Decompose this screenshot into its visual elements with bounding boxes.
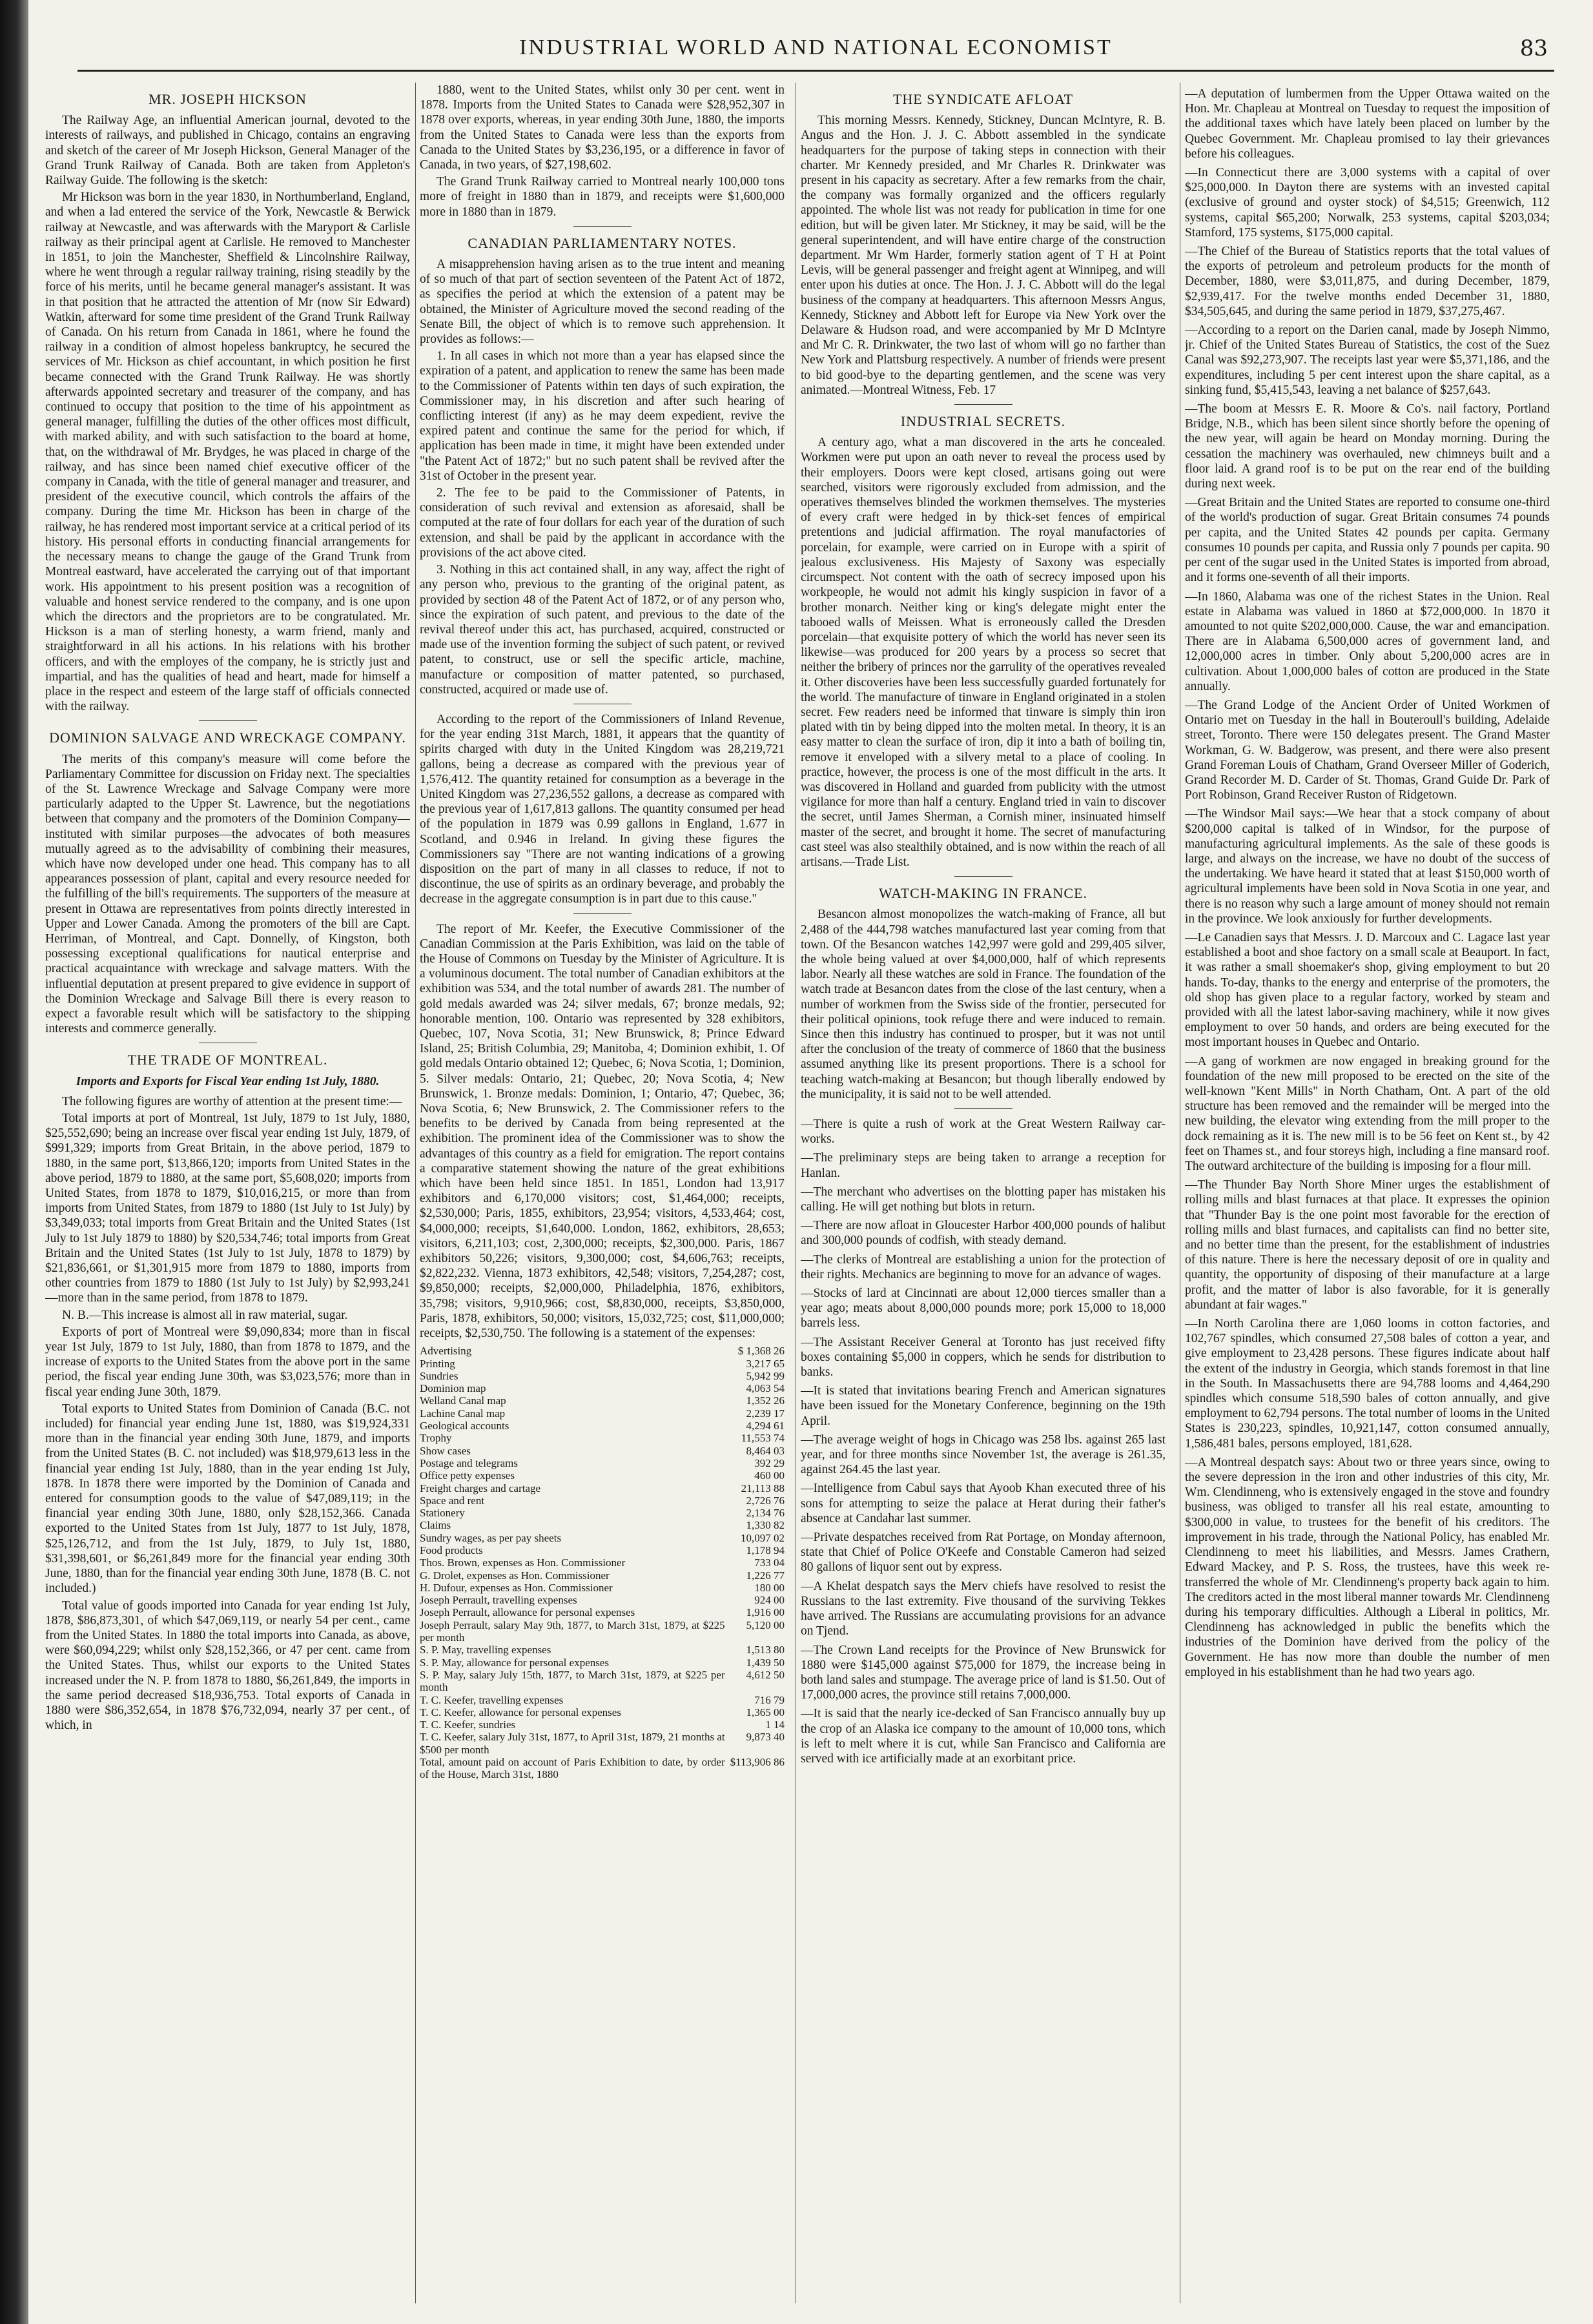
news-item: —A Khelat despatch says the Merv chiefs have resolved to resist the Russians to the last extremity. Five thousand of the surviving Tekkes have arrived. The Russians are accumulating provisions for an advance on Tjend. bbox=[801, 1579, 1166, 1638]
header-rule bbox=[77, 70, 1554, 72]
expense-row bbox=[420, 1619, 785, 1644]
news-list bbox=[801, 1117, 1166, 1766]
news-item: —The Windsor Mail says:—We hear that a stock company of about $200,000 capital is talked of in Windsor, for the purpose of manufacturing agricultural implements. As the sale of these goods is large, and always on the increase, we have no doubt of the success of the undertaking. We have heard it stated that at least $150,000 worth of agricultural implements have been sold in Nova Scotia in one year, and there is no reason why such a large amount of money should not remain in the province. We look anxiously for further developments. bbox=[1185, 807, 1550, 926]
book-spine bbox=[0, 0, 28, 2324]
expense-amount: 392 29 bbox=[754, 1456, 785, 1469]
expense-row bbox=[420, 1569, 785, 1582]
column-3 bbox=[801, 83, 1166, 2303]
salvage-heading: DOMINION SALVAGE AND WRECKAGE COMPANY. bbox=[49, 729, 406, 746]
expense-amount: 733 04 bbox=[754, 1556, 785, 1569]
expense-amount: 4,294 61 bbox=[746, 1420, 785, 1432]
expense-item: S. P. May, salary July 15th, 1877, to March 31st, 1879, at $225 per month bbox=[420, 1668, 725, 1694]
trade-paragraph: Total value of goods imported into Canada for year ending 1st July, 1878, $86,873,301, of which $47,069,119, or nearly 54 per cent., came from the United States. In 1880 the total imports into Canada, as above, were $60,094,229; whilst only $28,152,366, or 47 per cent. came from the United States. Thus, whilst our exports to the United States increased under the N. P. from 1878 to 1880, $6,261,849, the imports in the same period decreased $18,936,753. Total exports of Canada in 1880 were $86,352,654, in 1878 $76,732,094, nearly 37 per cent., of which, in bbox=[45, 1598, 410, 1733]
news-item: —Stocks of lard at Cincinnati are about 12,000 tierces smaller than a year ago; meats about 8,000,000 pounds more; pork 15,000 to 18,000 barrels less. bbox=[801, 1287, 1166, 1330]
expense-row bbox=[420, 1519, 785, 1531]
expense-amount: 4,612 50 bbox=[746, 1668, 785, 1681]
expense-item: Sundry wages, as per pay sheets bbox=[420, 1531, 562, 1544]
expense-row bbox=[420, 1644, 785, 1656]
expense-amount: 180 00 bbox=[754, 1581, 785, 1594]
expense-row bbox=[420, 1432, 785, 1444]
parliament-paragraph: 1. In all cases in which not more than a year has elapsed since the expiration of a patent, and application to renew the same has been made to the Commissioner of Patents within ten days of such expiration, the Commissioner may, in his discretion and after such hearing of conflicting interest (if any) as he may deem expedient, revive the expired patent and continue the same for the period for which, if application has been made in time, it might have been extended under "the Patent Act of 1872;" but no such patent shall be revived after the 31st of October in the present year. bbox=[420, 349, 785, 483]
expense-row bbox=[420, 1606, 785, 1618]
expense-row bbox=[420, 1656, 785, 1669]
expense-row bbox=[420, 1469, 785, 1482]
expense-row bbox=[420, 1482, 785, 1494]
parliament-paragraph: A misapprehension having arisen as to the true intent and meaning of so much of that part of section seventeen of the Patent Act of 1872, as specifies the period at which the extension of a patent may be obtained, the Minister of Agriculture moved the second reading of the Senate Bill, the object of which is to remove such apprehension. It provides as follows:— bbox=[420, 258, 785, 347]
expense-row bbox=[420, 1394, 785, 1407]
column-rule bbox=[415, 83, 416, 2303]
expense-row bbox=[420, 1420, 785, 1432]
news-item: —The boom at Messrs E. R. Moore & Co's. nail factory, Portland Bridge, N.B., which has been silent since shortly before the opening of the new year, will again be heard on Monday morning. During the cessation the machinery was overhauled, new chimneys built and a floor laid. A grand roof is to be put on the rear end of the building during next week. bbox=[1185, 402, 1550, 491]
expense-amount: 21,113 88 bbox=[741, 1482, 785, 1494]
expense-amount: 4,063 54 bbox=[746, 1382, 785, 1395]
expense-amount: 2,726 76 bbox=[746, 1494, 785, 1507]
page-number: 83 bbox=[1519, 36, 1548, 61]
news-item: —Great Britain and the United States are reported to consume one-third of the world's production of sugar. Great Britain consumes 74 pounds per capita, and the United States 42 pounds per capita. Germany consumes 10 pounds per capita, and Russia only 7 pounds per capita. 90 per cent of the sugar used in the United States is imported from abroad, and it forms one-seventh of all their imports. bbox=[1185, 496, 1550, 585]
expense-amount: 5,120 00 bbox=[746, 1618, 785, 1631]
column-4 bbox=[1185, 83, 1550, 2303]
column-1 bbox=[45, 83, 410, 2303]
expense-item: Stationery bbox=[420, 1507, 465, 1520]
expense-amount: 460 00 bbox=[754, 1469, 785, 1482]
trade-paragraph: Exports of port of Montreal were $9,090,834; more than in fiscal year 1st July, 1879 to 1st July, 1880, than from 1878 to 1879, and the increase of exports to the United States from the above port in the same period, the fiscal year ending June 30th, was $3,023,576; more than in fiscal year ending June 30th, 1879. bbox=[45, 1325, 410, 1399]
trade-continued: The Grand Trunk Railway carried to Montreal nearly 100,000 tons more of freight in 1880 than in 1879, and receipts were $1,600,000 more in 1880 than in 1879. bbox=[420, 175, 785, 219]
expense-item: Lachine Canal map bbox=[420, 1407, 506, 1420]
news-item: —It is said that the nearly ice-decked of San Francisco annually buy up the crop of an Alaska ice company to the amount of 10,000 tons, which is left to melt where it is cut, while San Francisco and California are served with ice artificially made at an exorbitant price. bbox=[801, 1707, 1166, 1766]
expense-amount: 1,916 00 bbox=[746, 1606, 785, 1619]
expense-item: G. Drolet, expenses as Hon. Commissioner bbox=[420, 1569, 610, 1582]
news-item: —Intelligence from Cabul says that Ayoob Khan executed three of his sons for attempting to seize the palace at Herat during their father's absence at Candahar last summer. bbox=[801, 1482, 1166, 1525]
expense-row bbox=[420, 1582, 785, 1594]
expense-item: T. C. Keefer, sundries bbox=[420, 1718, 516, 1731]
news-item: —The Assistant Receiver General at Toronto has just received fifty boxes containing $5,000 in coppers, which he sends for distribution to banks. bbox=[801, 1335, 1166, 1380]
news-item: —The Crown Land receipts for the Province of New Brunswick for 1880 were $145,000 against $75,000 for 1879, the increase being in both land sales and stumpage. The average price of land is $1.50. Out of 17,000,000 acres, the province still retains 7,000,000. bbox=[801, 1643, 1166, 1702]
expense-amount: 1,178 94 bbox=[746, 1544, 785, 1556]
expense-row bbox=[420, 1532, 785, 1544]
hickson-paragraph: The Railway Age, an influential American journal, devoted to the interests of railways, and published in Chicago, contains an engraving and sketch of the career of Mr Joseph Hickson, General Manager of the Grand Trunk Railway of Canada. Both are taken from Appleton's Railway Guide. The following is the sketch: bbox=[45, 114, 410, 188]
parliament-paragraph: 3. Nothing in this act contained shall, in any way, affect the right of any person who, previous to the granting of the original patent, as provided by section 48 of the Patent Act of 1872, or of any person who, since the expiration of such patent, and previous to the date of the revival thereof under this act, has purchased, acquired, constructed or made use of the invention forming the subject of such patent, or revived patent, to construct, use or sell the specific article, machine, manufacture or composition of matter patented, so purchased, constructed, acquired or made use of. bbox=[420, 563, 785, 697]
news-item: —The average weight of hogs in Chicago was 258 lbs. against 265 last year, and for three months since November 1st, the average is 261.35, against 264.45 the last year. bbox=[801, 1432, 1166, 1477]
secrets-heading: INDUSTRIAL SECRETS. bbox=[900, 413, 1066, 430]
expense-item: S. P. May, travelling expenses bbox=[420, 1644, 551, 1656]
news-item: —A Montreal despatch says: About two or three years since, owing to the severe depression in the iron and other industries of this city, Mr. Wm. Clendinneng, who is extensively engaged in the stove and foundry business, was obliged to transfer all his real estate, amounting to $300,000 in value, to trustees for the benefit of his creditors. The improvement in his trade, through the National Policy, has enabled Mr. Clendinneng to meet his liabilities, and Messrs. James Crathern, Edward Mackey, and P. S. Ross, the trustees, have this week re-transferred the whole of Mr. Clendinneng's property back again to him. The creditors acted in the most liberal manner towards Mr. Clendinneng during his temporary difficulties. Although a Liberal in politics, Mr. Clendinneng has acknowledged in public the benefits which the industries of the Dominion have derived from the policy of the Government. He has now more than double the number of men employed in his establishment than he had two years ago. bbox=[1185, 1455, 1550, 1679]
syndicate-paragraph: This morning Messrs. Kennedy, Stickney, Duncan McIntyre, R. B. Angus and the Hon. J. J. C. Abbott assembled in the syndicate headquarters for the purpose of taking steps in connection with their charter. Mr Kennedy presided, and Mr Charles R. Drinkwater was present in his capacity as secretary. After a few remarks from the chair, the company was formally organized and the officers regularly appointed. The whole list was not ready for publication in time for one edition, but will be given later. Mr Stickney, it may be said, will be the general superintendent, and will have entire charge of the construction department. Mr Wm Harder, formerly station agent of T H at Point Levis, will be general passenger and freight agent at Winnipeg, and will enter upon his duties at once. The Hon. J. J. C. Abbott will do the legal business of the company at headquarters. This afternoon Messrs Angus, Kennedy, Stickney and Abbott left for Europe via New York over the Delaware & Hudson road, and were accompanied by Mr D McIntyre and Mr C. R. Drinkwater, the two last of whom will go no farther than New York and Plattsburg respectively. A number of friends were present to bid good-bye to the departing gentlemen, and the scene was very animated.—Montreal Witness, Feb. 17 bbox=[801, 114, 1166, 397]
trade-paragraph: N. B.—This increase is almost all in raw material, sugar. bbox=[62, 1308, 348, 1322]
news-item: —There is quite a rush of work at the Great Western Railway car-works. bbox=[801, 1117, 1166, 1147]
expense-row bbox=[420, 1382, 785, 1394]
news-item: —It is stated that invitations bearing French and American signatures have been issued for the Monetary Conference, beginning on the 19th April. bbox=[801, 1384, 1166, 1428]
expense-row bbox=[420, 1556, 785, 1569]
news-item: —According to a report on the Darien canal, made by Joseph Nimmo, jr. Chief of the United States Bureau of Statistics, the cost of the Suez Canal was $92,273,907. The receipts last year were $5,371,186, and the expenditures, including 5 per cent interest upon the share capital, as a sinking fund, $5,415,543, leaving a net balance of $257,643. bbox=[1185, 323, 1550, 397]
separator bbox=[573, 226, 632, 227]
expense-amount: 1 14 bbox=[765, 1718, 785, 1731]
trade-subheading: Imports and Exports for Fiscal Year ending 1st July, 1880. bbox=[76, 1074, 380, 1088]
keefer-paragraph: The report of Mr. Keefer, the Executive Commissioner of the Canadian Commission at the Paris Exhibition, was laid on the table of the House of Commons on Tuesday by the Minister of Agriculture. It is a voluminous document. The total number of Canadian exhibitors at the exhibition was 534, and the total number of awards 281. The number of gold medals awarded was 24; silver medals, 67; bronze medals, 92; honorable mention, 100. Ontario was represented by 328 exhibitors, Quebec, 107, Nova Scotia, 31; New Brunswick, 8; Prince Edward Island, 25; British Columbia, 29; Manitoba, 4; Dominion exhibit, 1. Of gold medals Ontario obtained 12; Quebec, 6; Nova Scotia, 1; Dominion, 5. Silver medals: Ontario, 21; Quebec, 20; Nova Scotia, 4; New Brunswick, 1. Bronze medals: Dominion, 1; Ontario, 47; Quebec, 36; Nova Scotia, 6; New Brunswick, 2. The Commissioner refers to the benefits to be derived by Canada from being represented at the exhibition. The prominent idea of the Commissioner was to show the advantages of this country as a field for emigration. The report contains a comparative statement showing the nature of the great exhibitions which have been held since 1851. In 1851, London had 13,917 exhibitors and 6,170,000 visitors; cost, $1,464,000; receipts, $2,530,000; Paris, 1855, exhibitors, 23,954; visitors, 4,533,464; cost, $4,000,000; receipts, $1,640,000. London, 1862, exhibitors, 28,653; visitors, 6,211,103; cost, 2,300,000; receipts, $2,300,000. Paris, 1867 exhibitors 50,226; visitors, 9,300,000; cost, $4,606,763; receipts, $2,822,232. Vienna, 1873 exhibitors, 42,548; visitors, 7,254,287; cost, $9,850,000; receipts, $2,000,000, Philadelphia, 1876, exhibitors, 35,798; visitors, 9,910,966; cost, $8,830,000, receipts, $3,850,000, Paris, 1878, exhibitors, 50,000; visitors, 15,032,725; cost, $11,000,000; receipts, $2,530,750. The following is a statement of the expenses: bbox=[420, 922, 785, 1341]
expense-row bbox=[420, 1445, 785, 1457]
expense-item: Claims bbox=[420, 1519, 451, 1532]
expense-item: Joseph Perrault, salary May 9th, 1877, to March 31st, 1879, at $225 per month bbox=[420, 1618, 725, 1644]
trade-paragraph: Total exports to United States from Dominion of Canada (B.C. not included) for financial year ending June 1st, 1880, was $19,924,331 more than in the financial year ending 30th June, 1879, and imports from the United States (B. C. not included) was $18,979,613 less in the financial year ending 1st July, 1880, than in the year ending 1st July, 1878. In 1878 there were imported by the Dominion of Canada and entered for consumption goods to the value of $47,089,119; in the financial year ending 30th June, 1880, only $28,152,366. Canada exported to the United States from 1st July, 1877 to 1st July, 1878, $25,126,712, and from the 1st July, 1879, to July 1st, 1880, $31,398,601, or $6,261,849 more for the financial year ending 30th June, 1880, than for the financial year ending 30th June, 1878 (B. C. not included.) bbox=[45, 1402, 410, 1596]
news-item: —The Grand Lodge of the Ancient Order of United Workmen of Ontario met on Tuesday in the hall in Bouteroull's building, Adelaide street, Toronto. There were 150 delegates present. The Grand Master Workman, G. W. Badgerow, was present, and there were also present Grand Foreman Louis of Chatham, Grand Overseer Miller of Goderich, Grand Recorder M. D. Carder of St. Thomas, Grand Guide Dr. Park of Port Robinson, Grand Receiver Ruston of Ridgetown. bbox=[1185, 698, 1550, 802]
hickson-heading: MR. JOSEPH HICKSON bbox=[149, 91, 307, 107]
expense-item: Space and rent bbox=[420, 1494, 485, 1507]
news-item: —In 1860, Alabama was one of the richest States in the Union. Real estate in Alabama was valued in 1860 at $72,000,000. In 1870 it amounted to not quite $202,000,000. Cause, the war and emancipation. There are in Alabama 6,500,000 acres of government land, and 12,000,000 acres in timber. Only about 5,200,000 acres are in cultivation. About 1,000,000 bales of cotton are produced in the State annually. bbox=[1185, 589, 1550, 693]
expense-row bbox=[420, 1345, 785, 1357]
expense-row bbox=[420, 1756, 785, 1781]
expense-amount: 716 79 bbox=[754, 1693, 785, 1706]
news-item: —The clerks of Montreal are establishing a union for the protection of their rights. Mechanics are beginning to move for an advance of wages. bbox=[801, 1252, 1166, 1281]
expense-item: Joseph Perrault, travelling expenses bbox=[420, 1594, 577, 1607]
expense-amount: 1,226 77 bbox=[746, 1569, 785, 1582]
expense-amount: 924 00 bbox=[754, 1594, 785, 1607]
expense-item: T. C. Keefer, salary July 31st, 1877, to April 31st, 1879, 21 months at $500 per month bbox=[420, 1731, 725, 1756]
hickson-paragraph: Mr Hickson was born in the year 1830, in Northumberland, England, and when a lad entered the service of the York, Newcastle & Berwick railway at Newcastle, and was afterwards with the Maryport & Carlisle railway as their principal agent at Carlisle. He removed to Manchester in 1851, to join the Manchester, Sheffield & Lincolnshire Railway, where he went through a regular railway training, rising steadily by the force of his merits, until he became general manager's assistant. It was in that position that he attracted the attention of Mr (now Sir Edward) Watkin, afterward for some time president of the Grand Trunk Railway of Canada. On his return from Canada in 1861, where he found the railway in a condition of almost hopeless bankruptcy, he secured the services of Mr. Hickson as chief accountant, in which position he first became connected with the Grand Trunk Railway. He was shortly afterwards appointed secretary and treasurer of the company, and has continued to occupy that position to the time of his appointment as general manager, fulfilling the duties of the other offices most difficult, with marked ability, and with such satisfaction to the board at home, that, on the withdrawal of Mr. Brydges, he was placed in charge of the railway, and has since been named chief executive officer of the company in Canada, with the title of general manager and treasurer, and president of the executive council, which controls the affairs of the company. During the time Mr. Hickson has been in charge of the railway, he has rendered most important service at a critical period of its history. His personal efforts in conducting financial arrangements for the necessary means to change the gauge of the Grand Trunk from Montreal eastward, have accelerated the carrying out of that important work. His appointment to his present position was a recognition of valuable and honest service rendered to the company, and is one upon which the directors and the proprietors are to be congratulated. Mr. Hickson is a man of sterling honesty, a warm friend, manly and straightforward in all his actions. In his relations with his brother officers, and with the employes of the company, he is strictly just and impartial, and has the qualities of head and heart, made for himself a place in the respect and esteem of the large staff of officials connected with the railway. bbox=[45, 190, 410, 714]
expense-item: Thos. Brown, expenses as Hon. Commissioner bbox=[420, 1556, 626, 1569]
expense-item: Sundries bbox=[420, 1369, 458, 1382]
expense-amount: 1,352 26 bbox=[746, 1394, 785, 1407]
expense-amount: 8,464 03 bbox=[746, 1444, 785, 1457]
expense-row bbox=[420, 1370, 785, 1382]
expense-item: Food products bbox=[420, 1544, 483, 1556]
column-2 bbox=[420, 83, 785, 2303]
expense-row bbox=[420, 1669, 785, 1694]
expense-amount: $ 1,368 26 bbox=[737, 1345, 785, 1358]
parliament-paragraph: 2. The fee to be paid to the Commissioner of Patents, in consideration of such revival and extension as aforesaid, shall be computed at the rate of four dollars for each year of the duration of such extension, and shall be paid by the applicant in accordance with the provisions of the act above cited. bbox=[420, 486, 785, 560]
separator bbox=[954, 404, 1012, 405]
expense-row bbox=[420, 1594, 785, 1606]
separator bbox=[954, 876, 1012, 877]
news-item: —A deputation of lumbermen from the Upper Ottawa waited on the Hon. Mr. Chapleau at Montreal on Tuesday to request the imposition of the additional taxes which have lately been placed on lumber by the Quebec Government. Mr. Chapleau promised to lay their grievances before his colleagues. bbox=[1185, 87, 1550, 161]
expense-amount: 2,239 17 bbox=[746, 1407, 785, 1420]
expense-item: Freight charges and cartage bbox=[420, 1482, 541, 1494]
expense-amount: 1,365 00 bbox=[746, 1706, 785, 1718]
expense-item: Printing bbox=[420, 1357, 455, 1370]
expense-amount: 5,942 99 bbox=[746, 1369, 785, 1382]
news-item: —A gang of workmen are now engaged in breaking ground for the foundation of the new mill proposed to be erected on the site of the well-known "Kent Mills" in North Chatham, Ont. A part of the old structure has been removed and the remainder will be merged into the new building, the elevator wing extending from the mill proper to the dock remaining as it is. The new mill is to be 56 feet on Kent st., by 42 feet on Thames st., and four storeys high, including a fine mansard roof. The outward architecture of the building is imposing for a flour mill. bbox=[1185, 1054, 1550, 1174]
news-item: —Le Canadien says that Messrs. J. D. Marcoux and C. Lagace last year established a boot and shoe factory on a small scale at Beauport. In fact, it was rather a small shoemaker's shop, giving employment to but 20 hands. To-day, thanks to the energy and enterprise of the promoters, the old shop has given place to a regular factory, worked by steam and provided with all the latest labor-saving machinery, while it now gives employment to over 50 hands, and orders are being executed for the most important houses in Quebec and Ontario. bbox=[1185, 930, 1550, 1050]
news-item: —The Thunder Bay North Shore Miner urges the establishment of rolling mills and blast furnaces at that place. It expresses the opinion that "Thunder Bay is the one point most favorable for the erection of rolling mills and blast furnaces, and capitalists can find no better site, and no better time than the present, for the establishment of industries of this nature. There is here the necessary deposit of ore in quality and quantity, the opportunity of disposing of their manufacture at a large profit, and the matter of labor is also favorable, for it is generally abundant at fair wages." bbox=[1185, 1178, 1550, 1312]
expense-item: Dominion map bbox=[420, 1382, 486, 1395]
running-title: INDUSTRIAL WORLD AND NATIONAL ECONOMIST bbox=[519, 36, 1113, 59]
trade-continued: 1880, went to the United States, whilst only 30 per cent. went in 1878. Imports from the United States to Canada were $28,952,307 in 1878 over exports, whereas, in year ending 30th June, 1880, the imports from the United States to Canada were less than the exports from Canada to the United States by $3,236,195, or a difference in favor of Canada, in two years, of $27,198,602. bbox=[420, 83, 785, 172]
expense-amount: 2,134 76 bbox=[746, 1507, 785, 1520]
news-item: —The preliminary steps are being taken to arrange a reception for Hanlan. bbox=[801, 1151, 1166, 1180]
news-item: —The merchant who advertises on the blotting paper has mistaken his calling. He will get nothing but blots in return. bbox=[801, 1185, 1166, 1214]
expense-amount: 9,873 40 bbox=[746, 1731, 785, 1744]
syndicate-heading: THE SYNDICATE AFLOAT bbox=[892, 91, 1074, 107]
trade-paragraph: The following figures are worthy of attention at the present time:— bbox=[62, 1094, 402, 1108]
secrets-paragraph: A century ago, what a man discovered in the arts he concealed. Workmen were put upon an oath never to reveal the process used by their employers. Doors were kept closed, artisans going out were searched, visitors were rigorously excluded from admission, and the operatives themselves blinded the workmen themselves. The mysteries of every craft were hedged in by thick-set fences of empirical pretentions and judicial affirmation. The royal manufactories of porcelain, for example, were carried on in Europe with a spirit of jealous exclusiveness. His Majesty of Saxony was especially circumspect. Not content with the oath of secrecy imposed upon his workpeople, he would not admit his kingly suspicion in favor of a brother monarch. Neither king or king's delegate might enter the tabooed walls of Meissen. What is erroneously called the Dresden porcelain—that exquisite pottery of which the world has never seen its likewise—was produced for 200 years by a process so secret that neither the bribery of princes nor the garrulity of the operatives revealed it. Other discoveries have been less successfully guarded fortunately for the world. The manufacture of tinware in England originated in a stolen secret. Few readers need be informed that tinware is simply thin iron plated with tin by being dipped into the molten metal. In theory, it is an easy matter to clean the surface of iron, dip it into a bath of boiling tin, remove it enveloped with a silvery metal to a place of cooling. In practice, however, the process is one of the most difficult in the arts. It was discovered in Holland and guarded from publicity with the utmost vigilance for more than half a century. England tried in vain to discover the secret, until James Sherman, a Cornish miner, insinuated himself master of the secret, and brought it home. The secret of manufacturing cast steel was also stealthily obtained, and is now within the reach of all artisans.—Trade List. bbox=[801, 436, 1166, 869]
news-item: —In Connecticut there are 3,000 systems with a capital of over $25,000,000. In Dayton there are systems with an invested capital (exclusive of ground and oyster stock) of $4,515; Greenwich, 112 systems, capital $65,200; Norwalk, 253 systems, capital $203,034; Stamford, 175 systems, $175,000 capital. bbox=[1185, 166, 1550, 240]
parliament-heading: CANADIAN PARLIAMENTARY NOTES. bbox=[468, 234, 737, 251]
expense-amount: 1,439 50 bbox=[746, 1656, 785, 1669]
expenses-table bbox=[420, 1345, 785, 1780]
expense-row bbox=[420, 1706, 785, 1718]
expense-amount: 3,217 65 bbox=[746, 1357, 785, 1370]
watch-paragraph: Besancon almost monopolizes the watch-making of France, all but 2,488 of the 444,798 watches manufactured last year coming from that town. Of the Besancon watches 142,997 were gold and 299,405 silver, the whole being valued at over $4,000,000, half of which represents labor. Nearly all these watches are sold in France. The foundation of the watch trade at Besancon dates from the close of the last century, when a number of workmen from the Swiss side of the frontier, persecuted for their political opinions, took refuge there and were induced to remain. Since then this industry has continued to prosper, but it was not until after the conclusion of the treaty of commerce of 1860 that the business assumed anything like its present proportions. There is a school for teaching watch-making at Besancon; but though liberally endowed by the municipality, it is said not to be well attended. bbox=[801, 908, 1166, 1101]
expense-row bbox=[420, 1358, 785, 1370]
expense-item: Show cases bbox=[420, 1444, 471, 1457]
expense-item: T. C. Keefer, travelling expenses bbox=[420, 1693, 564, 1706]
separator bbox=[954, 1108, 1012, 1109]
expense-row bbox=[420, 1694, 785, 1706]
news-item: —In North Carolina there are 1,060 looms in cotton factories, and 102,767 spindles, which consumed 27,508 bales of cotton a year, and give employment to 23,428 persons. These figures indicate about half the extent of the industry in Georgia, which stands foremost in that line in the South. In Massachusetts there are 94,788 looms and 4,464,290 spindles which consume 518,590 bales of cotton annually, and give employment to 62,794 persons. The total number of looms in the United States is 230,223, spindles, 10,921,147, cotton consumed annually, 1,586,481 bales, persons employed, 181,628. bbox=[1185, 1317, 1550, 1451]
expense-item: Office petty expenses bbox=[420, 1469, 515, 1482]
expense-amount: $113,906 86 bbox=[730, 1756, 785, 1769]
expense-row bbox=[420, 1731, 785, 1756]
trade-paragraph: Total imports at port of Montreal, 1st July, 1879 to 1st July, 1880, $25,552,690; being an increase over fiscal year ending 1st July, 1879, of $991,329; imports from Great Britain, in the above period, 1879 to 1880, in the same port, $13,866,120; imports from United States in the above period, 1879 to 1880, at the same port, $5,608,020; imports from United States, from 1878 to 1879, $10,016,215, or more than from imports from United States, from 1879 to 1880 (1st July to 1st July) by $3,349,033; total imports from Great Britain and the United States (1st July to 1st July 1879 to 1880) by $20,534,746; total imports from Great Britain and the United States (1st July to 1st July, 1878 to 1879) by $21,836,661, or $1,301,915 more from 1879 to 1880, imports from other countries from 1879 to 1880 (1st July to 1st July) by $2,993,241—more than in the same period, from 1878 to 1879. bbox=[45, 1112, 410, 1305]
expense-item: Postage and telegrams bbox=[420, 1456, 519, 1469]
news-item: —The Chief of the Bureau of Statistics reports that the total values of the exports of petroleum and petroleum products for the month of December, 1880, were $3,011,875, and during December, 1879, $2,939,417. For the twelve months ended December 31, 1880, $34,505,645, and during the same period in 1879, $37,275,467. bbox=[1185, 245, 1550, 318]
expense-item: H. Dufour, expenses as Hon. Commissioner bbox=[420, 1581, 613, 1594]
expense-item: Advertising bbox=[420, 1345, 472, 1358]
watch-heading: WATCH-MAKING IN FRANCE. bbox=[878, 885, 1088, 902]
expense-amount: 11,553 74 bbox=[741, 1432, 785, 1445]
expense-item: Geological accounts bbox=[420, 1420, 509, 1432]
page-header bbox=[77, 36, 1554, 74]
expense-item: Joseph Perrault, allowance for personal expenses bbox=[420, 1606, 635, 1619]
expense-amount: 1,513 80 bbox=[746, 1644, 785, 1656]
trade-heading: THE TRADE OF MONTREAL. bbox=[127, 1052, 328, 1068]
separator bbox=[199, 720, 257, 721]
spirits-paragraph: According to the report of the Commissioners of Inland Revenue, for the year ending 31st March, 1881, it appears that the quantity of spirits charged with duty in the United Kingdom was 28,219,721 gallons, being a decrease as compared with the previous year of 1,576,412. The quantity retained for consumption as a beverage in the United Kingdom was 27,236,552 gallons, a decrease as compared with the previous year of 1,617,813 gallons. The quantity consumed per head of the population in 1879 was 0.99 gallons in England, 1.677 in Scotland, and 0.946 in Ireland. In giving these figures the Commissioners say "There are not wanting indications of a growing disposition on the part of many in all classes to reduce, if not to discontinue, the use of spirits as an ordinary beverage, and probably the decrease in the aggregate consumption is in part due to this cause." bbox=[420, 712, 785, 906]
news-item: —There are now afloat in Gloucester Harbor 400,000 pounds of halibut and 300,000 pounds of codfish, with steady demand. bbox=[801, 1219, 1166, 1248]
expense-amount: 10,097 02 bbox=[741, 1531, 785, 1544]
expense-row bbox=[420, 1407, 785, 1420]
separator bbox=[573, 913, 632, 914]
expense-row bbox=[420, 1457, 785, 1469]
salvage-paragraph: The merits of this company's measure will come before the Parliamentary Committee for discussion on Friday next. The specialties of the St. Lawrence Wreckage and Salvage Company were more particularly adapted to the Upper St. Lawrence, but the negotiations between that company and the promoters of the Dominion Company—instituted with similar purposes—the advocates of both measures mutually agreed as to the advisability of combining their measures, which have now developed under one head. This company has to all appearances possession of plant, capital and every resource needed for the fulfilling of the bill's requirements. The supporters of the measure at present in Ottawa are representatives from points directly interested in Upper and Lower Canada. Among the promoters of the bill are Capt. Herriman, of Montreal, and Capt. Donnelly, of Kingston, both possessing exceptional qualifications for nautical enterprise and practical acquaintance with wreckage and salvage matters. With the influential deputation at present prepared to give evidence in support of the Dominion Wreckage and Salvage Bill there is every reason to expect a favorable result which will be satisfactory to the shipping interests and commerce generally. bbox=[45, 752, 410, 1036]
expense-item: Welland Canal map bbox=[420, 1394, 506, 1407]
news-item: —Private despatches received from Rat Portage, on Monday afternoon, state that Chief of Police O'Keefe and Constable Cameron had seized 80 gallons of liquor sent out by express. bbox=[801, 1531, 1166, 1575]
expense-amount: 1,330 82 bbox=[746, 1519, 785, 1532]
expense-item: Total, amount paid on account of Paris Exhibition to date, by order of the House, March 31st, 1880 bbox=[420, 1756, 725, 1781]
expense-item: T. C. Keefer, allowance for personal expenses bbox=[420, 1706, 621, 1718]
expense-row bbox=[420, 1507, 785, 1519]
expense-row bbox=[420, 1544, 785, 1556]
expense-row bbox=[420, 1718, 785, 1731]
expense-item: S. P. May, allowance for personal expenses bbox=[420, 1656, 610, 1669]
news-list bbox=[1185, 87, 1550, 1680]
expense-item: Trophy bbox=[420, 1432, 452, 1445]
expense-row bbox=[420, 1494, 785, 1507]
